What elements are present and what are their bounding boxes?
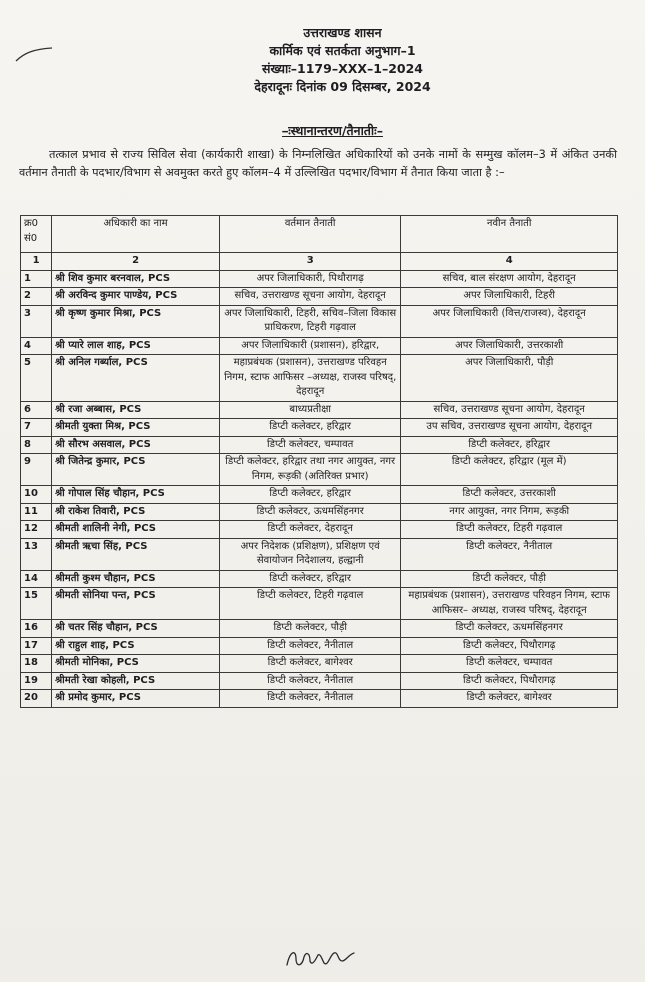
letter-header [0, 24, 645, 96]
current-posting-cell: डिप्टी कलेक्टर, नैनीताल [220, 672, 401, 690]
officer-name-cell: श्रीमती युक्ता मिश्र, PCS [52, 419, 220, 437]
table-row [21, 454, 618, 486]
new-posting-cell: अपर जिलाधिकारी, टिहरी [401, 288, 618, 306]
serial-cell: 11 [21, 503, 52, 521]
header-current-posting: वर्तमान तैनाती [220, 216, 401, 253]
new-posting-cell: डिप्टी कलेक्टर, हरिद्वार [401, 436, 618, 454]
officer-name-cell: श्री चतर सिंह चौहान, PCS [52, 620, 220, 638]
serial-cell: 20 [21, 690, 52, 708]
new-posting-cell: महाप्रबंधक (प्रशासन), उत्तराखण्ड परिवहन निगम, स्टाफ आफिसर– अध्यक्ष, राजस्व परिषद्, देहरादून [401, 588, 618, 620]
current-posting-cell: डिप्टी कलेक्टर, ऊधमसिंहनगर [220, 503, 401, 521]
new-posting-cell: डिप्टी कलेक्टर, टिहरी गढ़वाल [401, 521, 618, 539]
header-new-posting: नवीन तैनाती [401, 216, 618, 253]
officer-name-cell: श्रीमती शालिनी नेगी, PCS [52, 521, 220, 539]
current-posting-cell: डिप्टी कलेक्टर, हरिद्वार [220, 486, 401, 504]
new-posting-cell: सचिव, बाल संरक्षण आयोग, देहरादून [401, 270, 618, 288]
current-posting-cell: अपर जिलाधिकारी (प्रशासन), हरिद्वार, [220, 337, 401, 355]
current-posting-cell: डिप्टी कलेक्टर, हरिद्वार [220, 419, 401, 437]
current-posting-cell: महाप्रबंधक (प्रशासन), उत्तराखण्ड परिवहन निगम, स्टाफ आफिसर –अध्यक्ष, राजस्व परिषद्, देहरादून [220, 355, 401, 402]
column-number: 2 [52, 253, 220, 271]
new-posting-cell: डिप्टी कलेक्टर, पिथौरागढ़ [401, 672, 618, 690]
officer-name-cell: श्री कृष्ण कुमार मिश्रा, PCS [52, 305, 220, 337]
current-posting-cell: बाध्यप्रतीक्षा [220, 401, 401, 419]
current-posting-cell: डिप्टी कलेक्टर, नैनीताल [220, 690, 401, 708]
table-row [21, 486, 618, 504]
table-row [21, 288, 618, 306]
header-date: देहरादूनः दिनांक 09 दिसम्बर, 2024 [254, 79, 431, 94]
current-posting-cell: डिप्टी कलेक्टर, देहरादून [220, 521, 401, 539]
serial-cell: 17 [21, 637, 52, 655]
serial-cell: 13 [21, 538, 52, 570]
current-posting-cell: डिप्टी कलेक्टर, हरिद्वार तथा नगर आयुक्त, नगर निगम, रूड़की (अतिरिक्त प्रभार) [220, 454, 401, 486]
officer-name-cell: श्रीमती रेखा कोहली, PCS [52, 672, 220, 690]
current-posting-cell: डिप्टी कलेक्टर, हरिद्वार [220, 570, 401, 588]
officer-name-cell: श्री सौरभ असवाल, PCS [52, 436, 220, 454]
new-posting-cell: डिप्टी कलेक्टर, पिथौरागढ़ [401, 637, 618, 655]
new-posting-cell: डिप्टी कलेक्टर, नैनीताल [401, 538, 618, 570]
subject-text: –ःस्थानान्तरण/तैनातीः– [282, 123, 383, 138]
header-department: कार्मिक एवं सतर्कता अनुभाग–1 [269, 43, 416, 58]
handwritten-signature [284, 945, 358, 971]
serial-cell: 6 [21, 401, 52, 419]
header-officer-name: अधिकारी का नाम [52, 216, 220, 253]
table-row [21, 355, 618, 402]
new-posting-cell: डिप्टी कलेक्टर, बागेश्वर [401, 690, 618, 708]
current-posting-cell: डिप्टी कलेक्टर, नैनीताल [220, 637, 401, 655]
subject-line [0, 122, 645, 139]
current-posting-cell: अपर जिलाधिकारी, टिहरी, सचिव–जिला विकास प्राधिकरण, टिहरी गढ़वाल [220, 305, 401, 337]
serial-cell: 18 [21, 655, 52, 673]
current-posting-cell: डिप्टी कलेक्टर, बागेश्वर [220, 655, 401, 673]
serial-cell: 7 [21, 419, 52, 437]
current-posting-cell: डिप्टी कलेक्टर, चम्पावत [220, 436, 401, 454]
new-posting-cell: डिप्टी कलेक्टर, हरिद्वार (मूल में) [401, 454, 618, 486]
column-number: 4 [401, 253, 618, 271]
current-posting-cell: सचिव, उत्तराखण्ड सूचना आयोग, देहरादून [220, 288, 401, 306]
officer-name-cell: श्री प्यारे लाल शाह, PCS [52, 337, 220, 355]
serial-cell: 4 [21, 337, 52, 355]
table-row [21, 503, 618, 521]
new-posting-cell: सचिव, उत्तराखण्ड सूचना आयोग, देहरादून [401, 401, 618, 419]
serial-cell: 15 [21, 588, 52, 620]
officer-name-cell: श्री गोपाल सिंह चौहान, PCS [52, 486, 220, 504]
table-row [21, 690, 618, 708]
table-row [21, 588, 618, 620]
table-row [21, 637, 618, 655]
officer-name-cell: श्री अनिल गर्ब्याल, PCS [52, 355, 220, 402]
serial-cell: 2 [21, 288, 52, 306]
serial-cell: 5 [21, 355, 52, 402]
new-posting-cell: डिप्टी कलेक्टर, पौड़ी [401, 570, 618, 588]
serial-cell: 19 [21, 672, 52, 690]
officer-name-cell: श्री रजा अब्बास, PCS [52, 401, 220, 419]
header-order-number: संख्याः–1179–XXX–1–2024 [262, 61, 423, 76]
new-posting-cell: डिप्टी कलेक्टर, चम्पावत [401, 655, 618, 673]
new-posting-cell: उप सचिव, उत्तराखण्ड सूचना आयोग, देहरादून [401, 419, 618, 437]
intro-paragraph: तत्काल प्रभाव से राज्य सिविल सेवा (कार्यकारी शाखा) के निम्नलिखित अधिकारियों को उनके नामों के सम्मुख कॉलम–3 में अंकित उनकी वर्तमान तैनाती के पदभार/विभाग से अवमुक्त करते हुए कॉलम–4 में उल्लिखित पदभार/विभाग में तैनात किया जाता है :– [19, 148, 617, 179]
officer-name-cell: श्रीमती ऋचा सिंह, PCS [52, 538, 220, 570]
new-posting-cell: अपर जिलाधिकारी, पौड़ी [401, 355, 618, 402]
table-row [21, 570, 618, 588]
serial-cell: 12 [21, 521, 52, 539]
column-number: 1 [21, 253, 52, 271]
table-row [21, 672, 618, 690]
serial-cell: 16 [21, 620, 52, 638]
table-row [21, 401, 618, 419]
officer-name-cell: श्रीमती मोनिका, PCS [52, 655, 220, 673]
table-row [21, 655, 618, 673]
current-posting-cell: अपर जिलाधिकारी, पिथौरागढ़ [220, 270, 401, 288]
current-posting-cell: अपर निदेशक (प्रशिक्षण), प्रशिक्षण एवं सेवायोजन निदेशालय, हल्द्वानी [220, 538, 401, 570]
serial-cell: 9 [21, 454, 52, 486]
officer-name-cell: श्रीमती सोनिया पन्त, PCS [52, 588, 220, 620]
table-row [21, 538, 618, 570]
table-row [21, 521, 618, 539]
officer-name-cell: श्री राहुल शाह, PCS [52, 637, 220, 655]
new-posting-cell: नगर आयुक्त, नगर निगम, रूड़की [401, 503, 618, 521]
officer-name-cell: श्री राकेश तिवारी, PCS [52, 503, 220, 521]
table-row [21, 337, 618, 355]
table-row [21, 620, 618, 638]
officer-name-cell: श्री प्रमोद कुमार, PCS [52, 690, 220, 708]
serial-cell: 10 [21, 486, 52, 504]
new-posting-cell: अपर जिलाधिकारी (वित्त/राजस्व), देहरादून [401, 305, 618, 337]
officer-name-cell: श्री अरविन्द कुमार पाण्डेय, PCS [52, 288, 220, 306]
header-serial: क्र0 सं0 [21, 216, 52, 253]
serial-cell: 8 [21, 436, 52, 454]
new-posting-cell: डिप्टी कलेक्टर, ऊधमसिंहनगर [401, 620, 618, 638]
current-posting-cell: डिप्टी कलेक्टर, टिहरी गढ़वाल [220, 588, 401, 620]
table-row [21, 419, 618, 437]
header-government: उत्तराखण्ड शासन [303, 25, 382, 40]
serial-cell: 14 [21, 570, 52, 588]
officer-name-cell: श्री जितेन्द्र कुमार, PCS [52, 454, 220, 486]
column-number: 3 [220, 253, 401, 271]
officer-name-cell: श्रीमती कुश्म चौहान, PCS [52, 570, 220, 588]
current-posting-cell: डिप्टी कलेक्टर, पौड़ी [220, 620, 401, 638]
table-row [21, 436, 618, 454]
column-number-row [21, 253, 618, 271]
new-posting-cell: अपर जिलाधिकारी, उत्तरकाशी [401, 337, 618, 355]
officer-name-cell: श्री शिव कुमार बरनवाल, PCS [52, 270, 220, 288]
serial-cell: 1 [21, 270, 52, 288]
table-header-row [21, 216, 618, 253]
new-posting-cell: डिप्टी कलेक्टर, उत्तरकाशी [401, 486, 618, 504]
serial-cell: 3 [21, 305, 52, 337]
transfer-table [20, 215, 618, 708]
table-row [21, 270, 618, 288]
table-row [21, 305, 618, 337]
